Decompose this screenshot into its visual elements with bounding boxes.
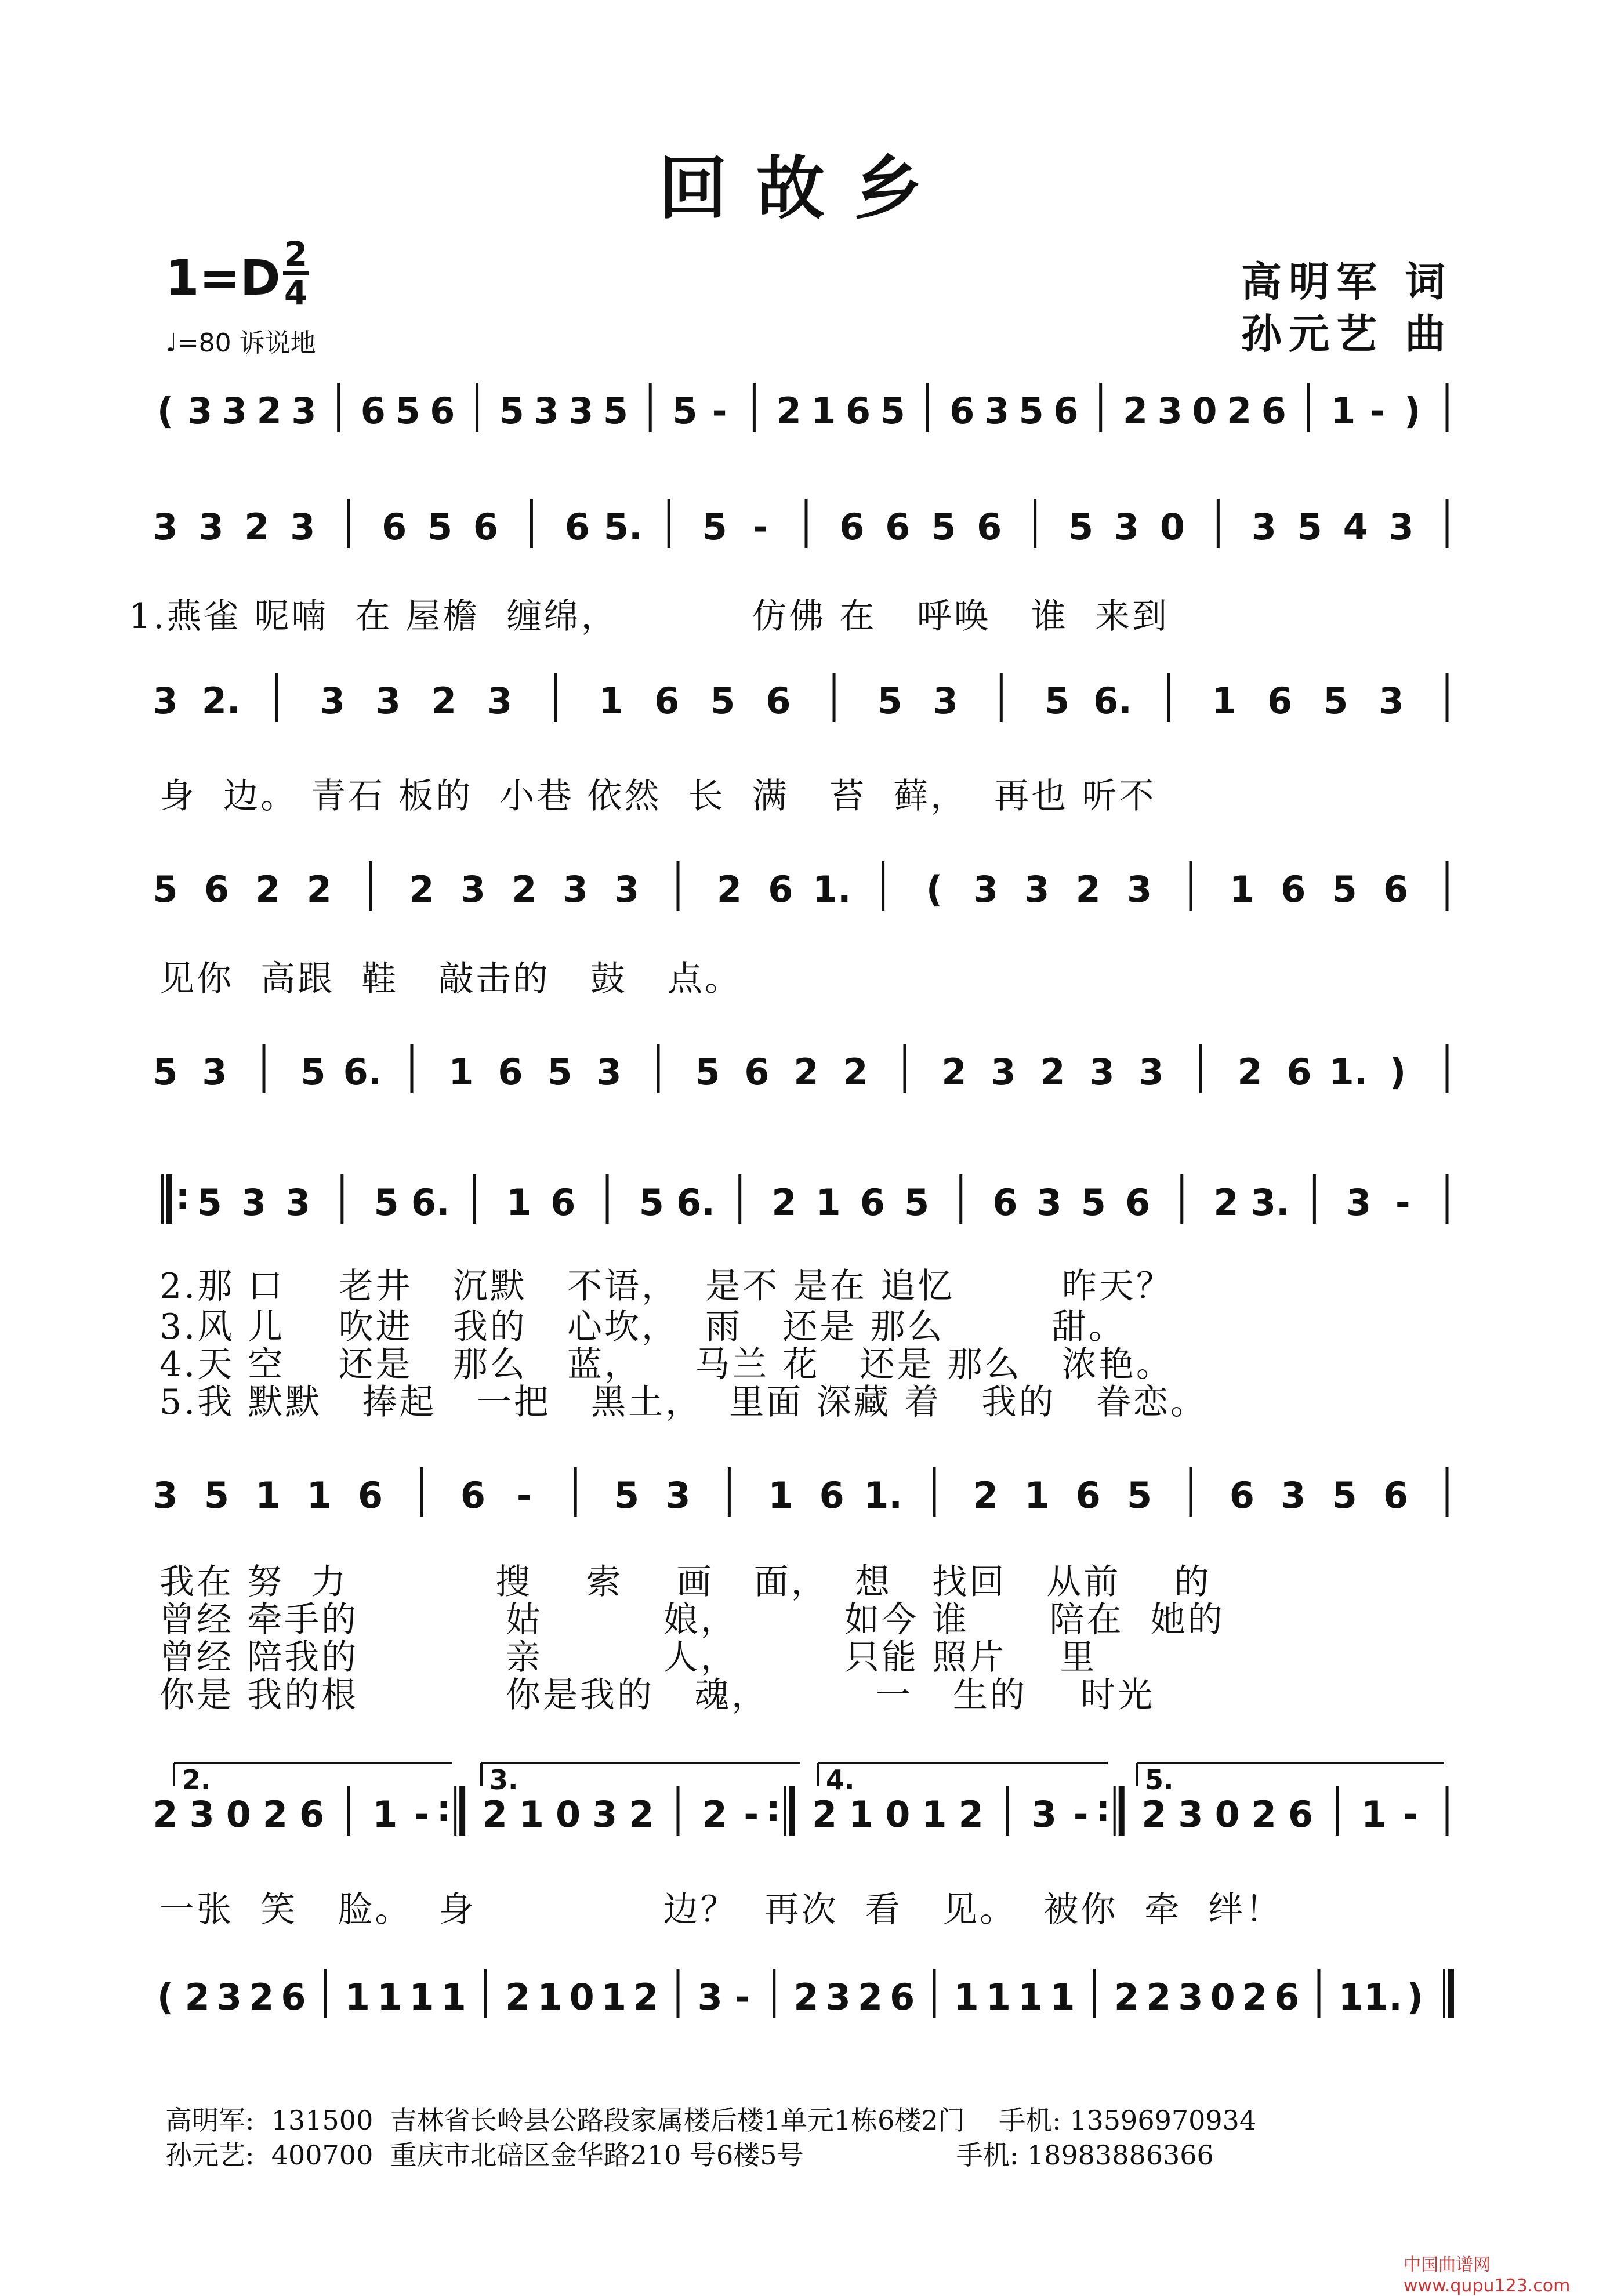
note: 5	[880, 390, 905, 432]
note: 1	[372, 1793, 398, 1836]
note: 6	[1286, 1051, 1312, 1093]
key-signature: 1=D	[165, 249, 281, 306]
note: 6	[766, 680, 791, 722]
note: 2	[1213, 1181, 1239, 1224]
lyric-ending-line: 一张 笑 脸。 身 边？ 再次 看 见。 被你 牵 绊！	[159, 1889, 1283, 1930]
note: 6	[1383, 1474, 1409, 1517]
note: 6	[1288, 1793, 1313, 1836]
repeat-dots: :	[436, 1787, 451, 1830]
note: 5	[1044, 680, 1069, 722]
note: 6	[846, 390, 871, 432]
lyric-verse2: 2.那 口 老井 沉默 不语， 是不 是在 追忆 昨天？	[159, 1266, 1173, 1307]
note: 2	[843, 1051, 868, 1093]
note: 5	[153, 1051, 178, 1093]
note: 3	[933, 680, 958, 722]
note: 3	[189, 1793, 215, 1836]
note: 3	[563, 868, 588, 911]
note: -	[753, 506, 768, 548]
note: 6	[890, 1976, 915, 2018]
note: 2	[1242, 1976, 1268, 2018]
note: 3	[1031, 1793, 1057, 1836]
note: 1	[448, 1051, 474, 1093]
note: 5	[374, 1181, 399, 1224]
site-watermark-logo: 中国曲谱网 www.qupu123.com	[1404, 2255, 1571, 2296]
note: 0	[556, 1793, 581, 1836]
note: 2	[771, 1181, 797, 1224]
note: 3	[1138, 1051, 1164, 1093]
note: 6	[1261, 390, 1286, 432]
note: 3	[614, 868, 640, 911]
note: 6	[204, 868, 229, 911]
note: 3	[187, 390, 213, 432]
note: 2	[776, 390, 802, 432]
note: 3	[198, 506, 224, 548]
note: -	[744, 1793, 759, 1836]
note: 1	[601, 1976, 627, 2018]
note: 1	[518, 1793, 544, 1836]
note: 1.	[812, 868, 851, 911]
note: )	[1404, 390, 1421, 432]
note: 6	[498, 1051, 523, 1093]
footer-contact-composer: 孙元艺: 400700 重庆市北碚区金华路210 号6楼5号 手机: 18983886366	[165, 2139, 1214, 2171]
time-sig-bottom: 4	[284, 273, 308, 313]
note: 5	[702, 506, 727, 548]
note: 6	[1229, 1474, 1254, 1517]
note: 1	[1212, 680, 1237, 722]
note: 5	[1068, 506, 1094, 548]
note: 5	[1332, 1474, 1357, 1517]
song-title: 回故乡	[658, 148, 951, 228]
note: 3	[153, 1474, 178, 1517]
note: 5	[197, 1181, 222, 1224]
note: 2	[716, 868, 742, 911]
note: 6	[1383, 868, 1409, 911]
repeat-dots: :	[766, 1787, 781, 1830]
note: 6	[977, 506, 1002, 548]
note: 1	[1018, 1976, 1043, 2018]
note: 6	[358, 1474, 383, 1517]
note: 5	[614, 1474, 640, 1517]
note: 5	[1297, 506, 1322, 548]
note: 5	[499, 390, 524, 432]
note: 2	[1040, 1051, 1065, 1093]
note: 6	[1281, 868, 1306, 911]
note: 3	[375, 680, 401, 722]
note: 6	[860, 1181, 885, 1224]
note: 5	[931, 506, 956, 548]
note: 1	[922, 1793, 947, 1836]
note: 3	[825, 1976, 851, 2018]
note: 2	[1237, 1051, 1263, 1093]
note: 6	[1053, 390, 1079, 432]
note: 3	[1024, 868, 1050, 911]
note: -	[1370, 390, 1386, 432]
note: -	[1073, 1793, 1089, 1836]
note: 6	[473, 506, 499, 548]
note: 3	[216, 1976, 242, 2018]
repeat-dots: :	[175, 1176, 190, 1218]
note: 3	[460, 868, 485, 911]
note: 1	[306, 1474, 332, 1517]
note: 2	[812, 1793, 837, 1836]
note: 1	[985, 1976, 1011, 2018]
note: 3	[1036, 1181, 1062, 1224]
note: 3	[1388, 506, 1414, 548]
footer-contact-lyricist: 高明军: 131500 吉林省长岭县公路段家属楼后楼1单元1栋6楼2门 手机: 13596970934	[165, 2105, 1257, 2136]
note: 3.	[1250, 1181, 1290, 1224]
note: 3	[1089, 1051, 1115, 1093]
note: 5	[300, 1051, 326, 1093]
note: 6	[839, 506, 865, 548]
note: 1	[441, 1976, 466, 2018]
note: 6	[1267, 680, 1293, 722]
repeat-dots: :	[1096, 1787, 1111, 1830]
note: 5	[153, 868, 178, 911]
note: 3	[1281, 1474, 1306, 1517]
note: 3	[534, 390, 559, 432]
note: 6	[885, 506, 911, 548]
note: 1	[506, 1181, 532, 1224]
note: 5	[904, 1181, 930, 1224]
note: 3	[1178, 1976, 1203, 2018]
note: 3	[153, 506, 178, 548]
note: 3	[291, 390, 317, 432]
note: 3	[697, 1976, 723, 2018]
note: 6	[281, 1976, 306, 2018]
note: 1	[537, 1976, 563, 2018]
note: 1.	[1364, 1976, 1402, 2018]
note: 5	[1018, 390, 1044, 432]
note: 2	[1075, 868, 1101, 911]
note: 5	[672, 390, 698, 432]
note: 3	[665, 1474, 691, 1517]
note: 6.	[1093, 680, 1132, 722]
lyric-verse1-line1: 1.燕雀 呢喃 在 屋檐 缠绵， 仿佛 在 呼唤 谁 来到	[129, 596, 1170, 637]
note: 5	[877, 680, 902, 722]
tempo-text: =80 诉说地	[177, 328, 316, 358]
note: )	[1406, 1976, 1423, 2018]
lyric-refrain-line3: 曾经 陪我的 亲 人， 只能 照片 里	[159, 1637, 1097, 1678]
note: 5	[603, 390, 629, 432]
lyric-refrain-line1: 我在 努 力 搜 索 画 面， 想 找回 从前 的	[159, 1562, 1212, 1602]
note: 6	[1075, 1474, 1101, 1517]
note: 2	[249, 1976, 274, 2018]
note: 2	[262, 1793, 288, 1836]
volta-label: 2.	[182, 1764, 211, 1796]
note: 5.	[603, 506, 643, 548]
quarter-note-icon: ♩	[165, 328, 177, 358]
note: 5	[427, 506, 453, 548]
note: 5	[1323, 680, 1348, 722]
note: 3	[1346, 1181, 1372, 1224]
note: 0	[1192, 390, 1217, 432]
lyric-verse3: 3.风 儿 吹进 我的 心坎， 雨 还是 那么 甜。	[159, 1307, 1126, 1347]
note: 2.	[201, 680, 241, 722]
note: 2	[941, 1051, 967, 1093]
note: 6	[819, 1474, 844, 1517]
note: 5	[1080, 1181, 1106, 1224]
volta-label: 4.	[826, 1764, 855, 1796]
note: 3	[1114, 506, 1140, 548]
note: )	[1389, 1051, 1406, 1093]
note: 2	[1227, 390, 1252, 432]
note: 3	[1379, 680, 1404, 722]
note: 1	[377, 1976, 402, 2018]
note: 6.	[343, 1051, 382, 1093]
note: 6	[382, 506, 407, 548]
note: 6	[430, 390, 455, 432]
note: 0	[226, 1793, 251, 1836]
note: 0	[1214, 1793, 1240, 1836]
note: 2	[482, 1793, 507, 1836]
note: 2	[1122, 390, 1148, 432]
volta-label: 5.	[1145, 1764, 1174, 1796]
note: 2	[244, 506, 270, 548]
lyric-verse4: 4.天 空 还是 那么 蓝， 马兰 花 还是 那么 浓艳。	[159, 1344, 1173, 1385]
note: 6.	[676, 1181, 715, 1224]
note: 3	[991, 1051, 1016, 1093]
note: 6	[949, 390, 975, 432]
lyric-verse5: 5.我 默默 捧起 一把 黑土， 里面 深藏 着 我的 眷恋。	[159, 1382, 1208, 1423]
note: 0	[569, 1976, 594, 2018]
note: 6	[460, 1474, 485, 1517]
note: 1	[409, 1976, 434, 2018]
note: 2	[793, 1976, 819, 2018]
note: 2	[633, 1976, 659, 2018]
note: -	[516, 1474, 532, 1517]
note: 5	[547, 1051, 572, 1093]
note: 3	[973, 868, 998, 911]
note: 1	[255, 1474, 281, 1517]
note: 0	[1210, 1976, 1235, 2018]
volta-label: 3.	[489, 1764, 518, 1796]
note: 1	[1229, 868, 1254, 911]
note: 2	[1251, 1793, 1277, 1836]
note: 2	[184, 1976, 210, 2018]
note: 2	[793, 1051, 819, 1093]
note: 0	[1159, 506, 1185, 548]
note: 6	[1274, 1976, 1300, 2018]
note: 3	[285, 1181, 311, 1224]
note: 1	[1024, 1474, 1050, 1517]
note: 3	[202, 1051, 227, 1093]
lyricist-credit: 高明军 词	[1241, 257, 1453, 306]
note: 2	[255, 868, 281, 911]
note: 5	[639, 1181, 664, 1224]
note: 2	[1114, 1976, 1140, 2018]
lyric-refrain-line4: 你是 我的根 你是我的 魂， 一 生的 时光	[159, 1675, 1155, 1715]
note: 6	[654, 680, 680, 722]
note: 6	[360, 390, 386, 432]
note: 1	[953, 1976, 979, 2018]
note: -	[414, 1793, 429, 1836]
note: 6	[768, 868, 793, 911]
note: 6	[299, 1793, 325, 1836]
note: 1	[1361, 1793, 1387, 1836]
note: 2	[306, 868, 332, 911]
note: 5	[204, 1474, 229, 1517]
note: 2	[857, 1976, 883, 2018]
note: 1	[345, 1976, 371, 2018]
note: 2	[958, 1793, 984, 1836]
note: 1	[811, 390, 836, 432]
note: 2	[431, 680, 457, 722]
note: 2	[409, 868, 434, 911]
note: 6	[992, 1181, 1018, 1224]
note: 1	[1050, 1976, 1075, 2018]
note: 6	[564, 506, 590, 548]
note: 3	[1127, 868, 1152, 911]
note: 3	[592, 1793, 618, 1836]
lyric-verse1-line2: 身 边。 青石 板的 小巷 依然 长 满 苔 藓， 再也 听不	[159, 776, 1156, 817]
note: 5	[695, 1051, 720, 1093]
note: -	[1402, 1793, 1418, 1836]
note: 0	[885, 1793, 911, 1836]
note: 2	[973, 1474, 998, 1517]
lyric-verse1-line3: 见你 高跟 鞋 敲击的 鼓 点。	[159, 959, 742, 999]
note: -	[734, 1976, 750, 2018]
note: 1	[599, 680, 624, 722]
note: 3	[241, 1181, 266, 1224]
note: 3	[487, 680, 513, 722]
note: 1.	[1329, 1051, 1368, 1093]
note: 5	[1332, 868, 1357, 911]
note: 2	[256, 390, 282, 432]
lyric-refrain-line2: 曾经 牵手的 姑 娘， 如今 谁 陪在 她的	[159, 1599, 1225, 1640]
note: (	[157, 390, 174, 432]
note: 1	[848, 1793, 874, 1836]
time-sig-top: 2	[284, 234, 308, 274]
note: 5	[1127, 1474, 1152, 1517]
note: 6	[744, 1051, 770, 1093]
note: 1	[1330, 390, 1356, 432]
note: 1.	[864, 1474, 902, 1517]
note: 6.	[411, 1181, 450, 1224]
note: 5	[395, 390, 420, 432]
note: 2	[629, 1793, 654, 1836]
note: 3	[984, 390, 1010, 432]
note: 6	[550, 1181, 576, 1224]
note: 2	[1146, 1976, 1172, 2018]
note: -	[712, 390, 727, 432]
note: 3	[1251, 506, 1277, 548]
note: 4	[1343, 506, 1368, 548]
note: 1	[768, 1474, 793, 1517]
note: 6	[1125, 1181, 1151, 1224]
note: 2	[702, 1793, 727, 1836]
note: 3	[568, 390, 594, 432]
note: 3	[1157, 390, 1183, 432]
note: 2	[1141, 1793, 1167, 1836]
note: 3	[290, 506, 316, 548]
note: 3	[153, 680, 178, 722]
note: 2	[153, 1793, 178, 1836]
note: 2	[512, 868, 537, 911]
note: 5	[710, 680, 735, 722]
note: (	[157, 1976, 174, 2018]
note: 3	[596, 1051, 622, 1093]
note: 3	[222, 390, 248, 432]
note: (	[926, 868, 943, 911]
note: 3	[320, 680, 345, 722]
note: 2	[505, 1976, 531, 2018]
composer-credit: 孙元艺 曲	[1241, 310, 1453, 358]
note: 1	[815, 1181, 841, 1224]
note: 1	[1338, 1976, 1364, 2018]
note: -	[1395, 1181, 1410, 1224]
note: 3	[1178, 1793, 1203, 1836]
